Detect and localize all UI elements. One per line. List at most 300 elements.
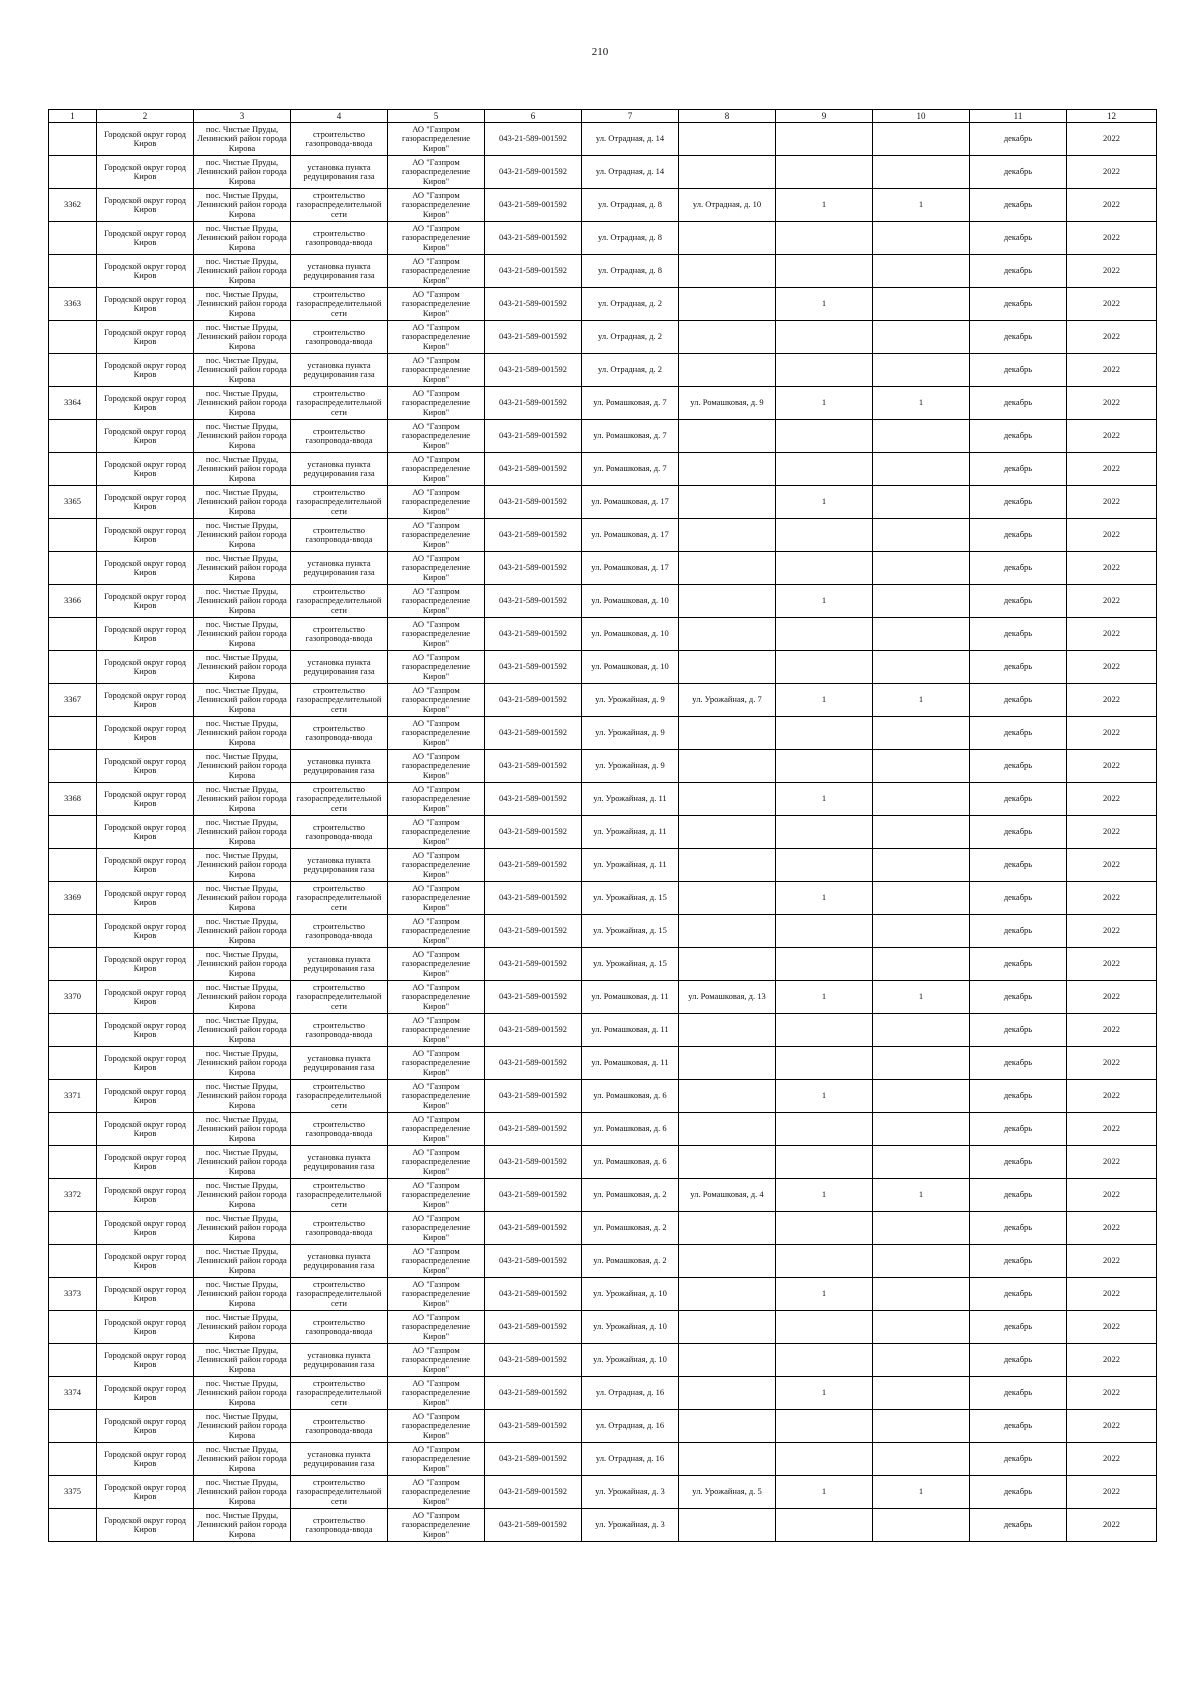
work-type-cell: строительство газопровода-ввода [291,123,388,156]
program-code-cell: 043-21-589-001592 [485,321,582,354]
row-number-cell: 3373 [49,1278,97,1311]
second-address-cell [679,948,776,981]
municipality-cell: Городской округ город Киров [97,156,194,189]
address-cell: ул. Отрадная, д. 8 [582,255,679,288]
year-cell: 2022 [1067,552,1157,585]
organization-cell: АО "Газпром газораспределение Киров" [388,1245,485,1278]
row-number-cell [49,354,97,387]
address-cell: ул. Ромашковая, д. 7 [582,387,679,420]
count-col9-cell: 1 [776,288,873,321]
table-row [49,1476,1157,1509]
organization-cell: АО "Газпром газораспределение Киров" [388,486,485,519]
locality-cell: пос. Чистые Пруды, Ленинский район города Кирова [194,1146,291,1179]
count-col10-cell [873,1212,970,1245]
municipality-cell: Городской округ город Киров [97,618,194,651]
count-col10-cell: 1 [873,1179,970,1212]
month-cell: декабрь [970,849,1067,882]
count-col9-cell [776,1212,873,1245]
row-number-cell [49,816,97,849]
address-cell: ул. Ромашковая, д. 2 [582,1179,679,1212]
column-header-2: 2 [97,110,194,123]
program-code-cell: 043-21-589-001592 [485,1179,582,1212]
locality-cell: пос. Чистые Пруды, Ленинский район города Кирова [194,123,291,156]
count-col10-cell [873,519,970,552]
count-col9-cell [776,1014,873,1047]
count-col9-cell: 1 [776,684,873,717]
count-col9-cell [776,948,873,981]
program-code-cell: 043-21-589-001592 [485,849,582,882]
year-cell: 2022 [1067,255,1157,288]
organization-cell: АО "Газпром газораспределение Киров" [388,1113,485,1146]
address-cell: ул. Ромашковая, д. 7 [582,420,679,453]
row-number-cell [49,1410,97,1443]
count-col10-cell [873,1410,970,1443]
address-cell: ул. Отрадная, д. 16 [582,1443,679,1476]
year-cell: 2022 [1067,354,1157,387]
municipality-cell: Городской округ город Киров [97,750,194,783]
work-type-cell: строительство газораспределительной сети [291,1476,388,1509]
table-row [49,816,1157,849]
second-address-cell: ул. Ромашковая, д. 4 [679,1179,776,1212]
second-address-cell [679,1443,776,1476]
count-col9-cell [776,1245,873,1278]
organization-cell: АО "Газпром газораспределение Киров" [388,321,485,354]
locality-cell: пос. Чистые Пруды, Ленинский район города Кирова [194,1080,291,1113]
table-row [49,585,1157,618]
month-cell: декабрь [970,585,1067,618]
year-cell: 2022 [1067,486,1157,519]
year-cell: 2022 [1067,453,1157,486]
month-cell: декабрь [970,222,1067,255]
table-row [49,1410,1157,1443]
table-row [49,222,1157,255]
year-cell: 2022 [1067,981,1157,1014]
work-type-cell: строительство газопровода-ввода [291,420,388,453]
month-cell: декабрь [970,1410,1067,1443]
work-type-cell: строительство газопровода-ввода [291,816,388,849]
municipality-cell: Городской округ город Киров [97,717,194,750]
work-type-cell: строительство газораспределительной сети [291,288,388,321]
program-code-cell: 043-21-589-001592 [485,519,582,552]
year-cell: 2022 [1067,1014,1157,1047]
address-cell: ул. Ромашковая, д. 7 [582,453,679,486]
locality-cell: пос. Чистые Пруды, Ленинский район города Кирова [194,1014,291,1047]
second-address-cell [679,1014,776,1047]
month-cell: декабрь [970,1311,1067,1344]
table-row [49,387,1157,420]
address-cell: ул. Урожайная, д. 11 [582,849,679,882]
table-row [49,519,1157,552]
row-number-cell [49,651,97,684]
count-col9-cell: 1 [776,387,873,420]
program-code-cell: 043-21-589-001592 [485,453,582,486]
second-address-cell [679,552,776,585]
second-address-cell [679,519,776,552]
year-cell: 2022 [1067,948,1157,981]
second-address-cell [679,585,776,618]
organization-cell: АО "Газпром газораспределение Киров" [388,1377,485,1410]
count-col9-cell: 1 [776,882,873,915]
count-col10-cell [873,1245,970,1278]
municipality-cell: Городской округ город Киров [97,684,194,717]
count-col10-cell [873,1311,970,1344]
work-type-cell: строительство газопровода-ввода [291,519,388,552]
year-cell: 2022 [1067,1146,1157,1179]
locality-cell: пос. Чистые Пруды, Ленинский район города Кирова [194,1212,291,1245]
count-col10-cell [873,1278,970,1311]
municipality-cell: Городской округ город Киров [97,420,194,453]
page-number: 210 [591,46,609,58]
table-row [49,156,1157,189]
municipality-cell: Городской округ город Киров [97,1179,194,1212]
locality-cell: пос. Чистые Пруды, Ленинский район города Кирова [194,750,291,783]
municipality-cell: Городской округ город Киров [97,1509,194,1542]
organization-cell: АО "Газпром газораспределение Киров" [388,1014,485,1047]
address-cell: ул. Ромашковая, д. 17 [582,519,679,552]
month-cell: декабрь [970,948,1067,981]
column-header-6: 6 [485,110,582,123]
count-col10-cell [873,1113,970,1146]
count-col10-cell [873,486,970,519]
organization-cell: АО "Газпром газораспределение Киров" [388,156,485,189]
row-number-cell: 3363 [49,288,97,321]
count-col10-cell [873,156,970,189]
count-col9-cell [776,1146,873,1179]
locality-cell: пос. Чистые Пруды, Ленинский район города Кирова [194,948,291,981]
count-col10-cell [873,1047,970,1080]
program-code-cell: 043-21-589-001592 [485,1047,582,1080]
row-number-cell: 3365 [49,486,97,519]
count-col9-cell [776,519,873,552]
month-cell: декабрь [970,1443,1067,1476]
address-cell: ул. Ромашковая, д. 10 [582,618,679,651]
work-type-cell: строительство газопровода-ввода [291,321,388,354]
second-address-cell [679,156,776,189]
program-code-cell: 043-21-589-001592 [485,552,582,585]
second-address-cell [679,123,776,156]
second-address-cell [679,1509,776,1542]
organization-cell: АО "Газпром газораспределение Киров" [388,816,485,849]
year-cell: 2022 [1067,321,1157,354]
locality-cell: пос. Чистые Пруды, Ленинский район города Кирова [194,189,291,222]
program-code-cell: 043-21-589-001592 [485,915,582,948]
column-header-5: 5 [388,110,485,123]
second-address-cell [679,222,776,255]
second-address-cell [679,1113,776,1146]
work-type-cell: установка пункта редуцирования газа [291,1344,388,1377]
count-col9-cell: 1 [776,1476,873,1509]
month-cell: декабрь [970,123,1067,156]
locality-cell: пос. Чистые Пруды, Ленинский район города Кирова [194,1047,291,1080]
year-cell: 2022 [1067,1113,1157,1146]
table-row [49,1344,1157,1377]
address-cell: ул. Ромашковая, д. 10 [582,651,679,684]
program-code-cell: 043-21-589-001592 [485,1014,582,1047]
count-col10-cell [873,750,970,783]
municipality-cell: Городской округ город Киров [97,1344,194,1377]
count-col9-cell [776,816,873,849]
address-cell: ул. Урожайная, д. 3 [582,1476,679,1509]
table-row [49,1080,1157,1113]
program-code-cell: 043-21-589-001592 [485,651,582,684]
count-col9-cell: 1 [776,1278,873,1311]
row-number-cell [49,1245,97,1278]
second-address-cell [679,453,776,486]
year-cell: 2022 [1067,882,1157,915]
count-col9-cell [776,222,873,255]
address-cell: ул. Отрадная, д. 14 [582,123,679,156]
program-code-cell: 043-21-589-001592 [485,948,582,981]
table-row [49,255,1157,288]
program-code-cell: 043-21-589-001592 [485,1080,582,1113]
month-cell: декабрь [970,1014,1067,1047]
municipality-cell: Городской округ город Киров [97,1014,194,1047]
table-row [49,1245,1157,1278]
work-type-cell: строительство газопровода-ввода [291,915,388,948]
organization-cell: АО "Газпром газораспределение Киров" [388,783,485,816]
address-cell: ул. Ромашковая, д. 2 [582,1245,679,1278]
month-cell: декабрь [970,651,1067,684]
work-type-cell: строительство газораспределительной сети [291,189,388,222]
address-cell: ул. Ромашковая, д. 6 [582,1113,679,1146]
work-type-cell: установка пункта редуцирования газа [291,156,388,189]
work-type-cell: строительство газораспределительной сети [291,684,388,717]
program-code-cell: 043-21-589-001592 [485,1278,582,1311]
count-col10-cell: 1 [873,981,970,1014]
row-number-cell [49,453,97,486]
month-cell: декабрь [970,717,1067,750]
address-cell: ул. Отрадная, д. 2 [582,354,679,387]
second-address-cell [679,1212,776,1245]
table-body [49,110,1157,1542]
year-cell: 2022 [1067,1344,1157,1377]
work-type-cell: установка пункта редуцирования газа [291,552,388,585]
address-cell: ул. Ромашковая, д. 11 [582,1047,679,1080]
work-type-cell: строительство газораспределительной сети [291,1278,388,1311]
organization-cell: АО "Газпром газораспределение Киров" [388,717,485,750]
second-address-cell [679,915,776,948]
municipality-cell: Городской округ город Киров [97,387,194,420]
second-address-cell [679,849,776,882]
month-cell: декабрь [970,1212,1067,1245]
table-row [49,1311,1157,1344]
locality-cell: пос. Чистые Пруды, Ленинский район города Кирова [194,849,291,882]
address-cell: ул. Урожайная, д. 10 [582,1278,679,1311]
month-cell: декабрь [970,882,1067,915]
table-row [49,1212,1157,1245]
program-code-cell: 043-21-589-001592 [485,1344,582,1377]
table-row [49,486,1157,519]
count-col10-cell [873,1344,970,1377]
table-row [49,354,1157,387]
count-col10-cell [873,783,970,816]
count-col10-cell [873,552,970,585]
second-address-cell: ул. Ромашковая, д. 13 [679,981,776,1014]
count-col10-cell [873,816,970,849]
program-code-cell: 043-21-589-001592 [485,255,582,288]
table-row [49,651,1157,684]
row-number-cell [49,1014,97,1047]
locality-cell: пос. Чистые Пруды, Ленинский район города Кирова [194,1311,291,1344]
work-type-cell: установка пункта редуцирования газа [291,255,388,288]
count-col10-cell [873,321,970,354]
address-cell: ул. Ромашковая, д. 2 [582,1212,679,1245]
second-address-cell [679,321,776,354]
month-cell: декабрь [970,519,1067,552]
municipality-cell: Городской округ город Киров [97,1212,194,1245]
month-cell: декабрь [970,981,1067,1014]
address-cell: ул. Урожайная, д. 10 [582,1344,679,1377]
locality-cell: пос. Чистые Пруды, Ленинский район города Кирова [194,1179,291,1212]
municipality-cell: Городской округ город Киров [97,1080,194,1113]
municipality-cell: Городской округ город Киров [97,849,194,882]
program-code-cell: 043-21-589-001592 [485,222,582,255]
municipality-cell: Городской округ город Киров [97,288,194,321]
address-cell: ул. Ромашковая, д. 6 [582,1146,679,1179]
month-cell: декабрь [970,552,1067,585]
count-col9-cell: 1 [776,486,873,519]
count-col9-cell [776,651,873,684]
count-col10-cell [873,123,970,156]
count-col10-cell [873,1080,970,1113]
locality-cell: пос. Чистые Пруды, Ленинский район города Кирова [194,1476,291,1509]
row-number-cell: 3371 [49,1080,97,1113]
work-type-cell: установка пункта редуцирования газа [291,849,388,882]
second-address-cell [679,1344,776,1377]
second-address-cell [679,618,776,651]
table-row [49,915,1157,948]
organization-cell: АО "Газпром газораспределение Киров" [388,1179,485,1212]
second-address-cell [679,420,776,453]
work-type-cell: строительство газораспределительной сети [291,1377,388,1410]
month-cell: декабрь [970,1245,1067,1278]
count-col9-cell: 1 [776,981,873,1014]
locality-cell: пос. Чистые Пруды, Ленинский район города Кирова [194,585,291,618]
row-number-cell [49,1509,97,1542]
month-cell: декабрь [970,321,1067,354]
count-col9-cell [776,1509,873,1542]
organization-cell: АО "Газпром газораспределение Киров" [388,123,485,156]
column-header-4: 4 [291,110,388,123]
year-cell: 2022 [1067,1443,1157,1476]
row-number-cell [49,420,97,453]
locality-cell: пос. Чистые Пруды, Ленинский район города Кирова [194,321,291,354]
work-type-cell: строительство газораспределительной сети [291,387,388,420]
locality-cell: пос. Чистые Пруды, Ленинский район города Кирова [194,156,291,189]
count-col10-cell: 1 [873,684,970,717]
count-col10-cell [873,420,970,453]
work-type-cell: установка пункта редуцирования газа [291,750,388,783]
year-cell: 2022 [1067,1311,1157,1344]
year-cell: 2022 [1067,585,1157,618]
locality-cell: пос. Чистые Пруды, Ленинский район города Кирова [194,519,291,552]
year-cell: 2022 [1067,1080,1157,1113]
program-code-cell: 043-21-589-001592 [485,1113,582,1146]
row-number-cell [49,123,97,156]
year-cell: 2022 [1067,420,1157,453]
organization-cell: АО "Газпром газораспределение Киров" [388,1410,485,1443]
municipality-cell: Городской округ город Киров [97,1377,194,1410]
column-header-12: 12 [1067,110,1157,123]
program-code-cell: 043-21-589-001592 [485,387,582,420]
address-cell: ул. Отрадная, д. 8 [582,222,679,255]
program-code-cell: 043-21-589-001592 [485,816,582,849]
year-cell: 2022 [1067,1278,1157,1311]
locality-cell: пос. Чистые Пруды, Ленинский район города Кирова [194,453,291,486]
month-cell: декабрь [970,420,1067,453]
address-cell: ул. Урожайная, д. 15 [582,915,679,948]
column-header-3: 3 [194,110,291,123]
organization-cell: АО "Газпром газораспределение Киров" [388,387,485,420]
table-row [49,1146,1157,1179]
year-cell: 2022 [1067,618,1157,651]
work-type-cell: строительство газопровода-ввода [291,1212,388,1245]
municipality-cell: Городской округ город Киров [97,123,194,156]
month-cell: декабрь [970,1113,1067,1146]
program-code-cell: 043-21-589-001592 [485,618,582,651]
count-col9-cell [776,123,873,156]
organization-cell: АО "Газпром газораспределение Киров" [388,453,485,486]
table-row [49,1113,1157,1146]
program-code-cell: 043-21-589-001592 [485,1311,582,1344]
locality-cell: пос. Чистые Пруды, Ленинский район города Кирова [194,486,291,519]
second-address-cell [679,1377,776,1410]
address-cell: ул. Отрадная, д. 16 [582,1410,679,1443]
program-code-cell: 043-21-589-001592 [485,1476,582,1509]
program-code-cell: 043-21-589-001592 [485,189,582,222]
work-type-cell: строительство газопровода-ввода [291,1113,388,1146]
program-code-cell: 043-21-589-001592 [485,156,582,189]
table-row [49,717,1157,750]
year-cell: 2022 [1067,849,1157,882]
row-number-cell [49,1311,97,1344]
year-cell: 2022 [1067,1476,1157,1509]
year-cell: 2022 [1067,1410,1157,1443]
municipality-cell: Городской округ город Киров [97,1047,194,1080]
address-cell: ул. Отрадная, д. 2 [582,321,679,354]
locality-cell: пос. Чистые Пруды, Ленинский район города Кирова [194,651,291,684]
row-number-cell: 3366 [49,585,97,618]
table-row [49,1278,1157,1311]
count-col10-cell: 1 [873,387,970,420]
second-address-cell [679,750,776,783]
count-col10-cell [873,288,970,321]
count-col10-cell [873,222,970,255]
second-address-cell [679,1047,776,1080]
organization-cell: АО "Газпром газораспределение Киров" [388,1212,485,1245]
month-cell: декабрь [970,453,1067,486]
address-cell: ул. Ромашковая, д. 11 [582,981,679,1014]
row-number-cell: 3362 [49,189,97,222]
address-cell: ул. Отрадная, д. 2 [582,288,679,321]
locality-cell: пос. Чистые Пруды, Ленинский район города Кирова [194,717,291,750]
organization-cell: АО "Газпром газораспределение Киров" [388,1311,485,1344]
row-number-cell [49,1443,97,1476]
count-col10-cell [873,651,970,684]
count-col9-cell [776,750,873,783]
organization-cell: АО "Газпром газораспределение Киров" [388,651,485,684]
row-number-cell [49,948,97,981]
count-col10-cell [873,915,970,948]
municipality-cell: Городской округ город Киров [97,651,194,684]
organization-cell: АО "Газпром газораспределение Киров" [388,1443,485,1476]
municipality-cell: Городской округ город Киров [97,222,194,255]
year-cell: 2022 [1067,1179,1157,1212]
year-cell: 2022 [1067,915,1157,948]
month-cell: декабрь [970,1179,1067,1212]
organization-cell: АО "Газпром газораспределение Киров" [388,948,485,981]
row-number-cell: 3368 [49,783,97,816]
